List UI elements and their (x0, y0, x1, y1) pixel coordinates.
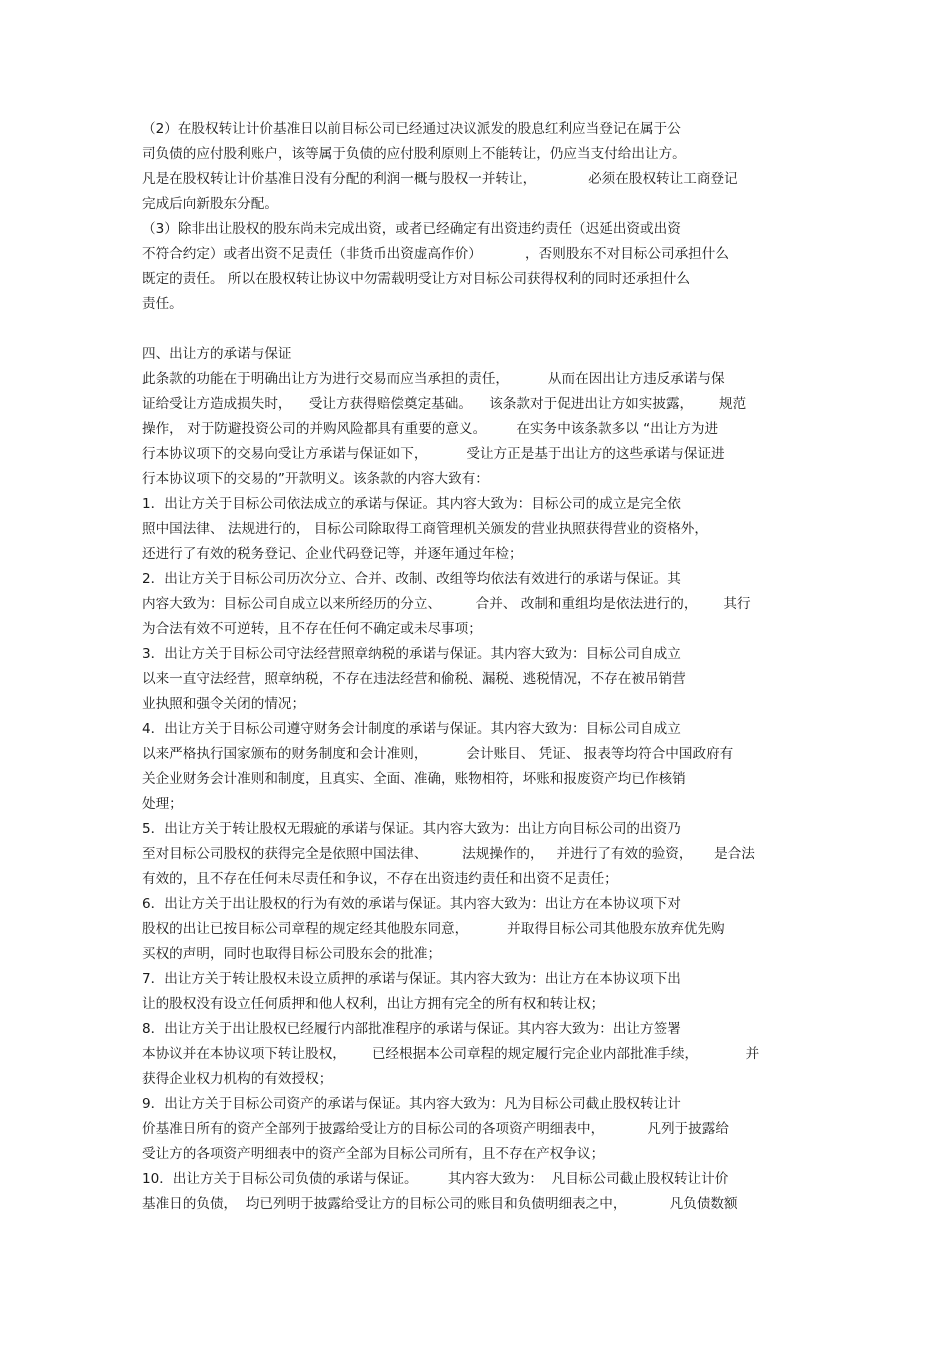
text-line: 操作， 对于防避投资公司的并购风险都具有重要的意义。 在实务中该条款多以 “出让方为进 (142, 421, 719, 437)
text-line: 此条款的功能在于明确出让方为进行交易而应当承担的责任， 从而在因出让方违反承诺与保 (142, 371, 725, 387)
text-line: 以来严格执行国家颁布的财务制度和会计准则， 会计账目、 凭证、 报表等均符合中国政府有 (142, 746, 734, 762)
text-line: 受让方的各项资产明细表中的资产全部为目标公司所有，且不存在产权争议； (142, 1146, 605, 1162)
text-line: 处理； (142, 796, 183, 812)
text-line: （2）在股权转让计价基准日以前目标公司已经通过决议派发的股息红利应当登记在属于公 (142, 121, 681, 137)
text-line: 既定的责任。 所以在股权转让协议中勿需载明受让方对目标公司获得权利的同时还承担什么 (142, 271, 691, 287)
text-line: 行本协议项下的交易向受让方承诺与保证如下， 受让方正是基于出让方的这些承诺与保证进 (142, 446, 725, 462)
list-item-line: 2．出让方关于目标公司历次分立、合并、改制、改组等均依法有效进行的承诺与保证。其 (142, 571, 681, 587)
text-line: 股权的出让已按目标公司章程的规定经其他股东同意， 并取得目标公司其他股东放弃优先购 (142, 921, 725, 937)
list-item-line: 8．出让方关于出让股权已经履行内部批准程序的承诺与保证。其内容大致为：出让方签署 (142, 1021, 681, 1037)
list-item-line: 5．出让方关于转让股权无瑕疵的承诺与保证。其内容大致为：出让方向目标公司的出资乃 (142, 821, 681, 837)
text-line: 凡是在股权转让计价基准日没有分配的利润一概与股权一并转让， 必须在股权转让工商登记 (142, 171, 738, 187)
text-line: 责任。 (142, 296, 183, 312)
text-line: 业执照和强令关闭的情况； (142, 696, 306, 712)
list-item-line: 10．出让方关于目标公司负债的承诺与保证。 其内容大致为： 凡目标公司截止股权转让计价 (142, 1171, 729, 1187)
list-item-line: 4．出让方关于目标公司遵守财务会计制度的承诺与保证。其内容大致为：目标公司自成立 (142, 721, 681, 737)
list-item-line: 1．出让方关于目标公司依法成立的承诺与保证。其内容大致为：目标公司的成立是完全依 (142, 496, 681, 512)
text-line: 行本协议项下的交易的”开款明义。该条款的内容大致有： (142, 471, 489, 487)
text-line: 内容大致为：目标公司自成立以来所经历的分立、 合并、 改制和重组均是依法进行的， 其行 (142, 596, 751, 612)
list-item-line: 3．出让方关于目标公司守法经营照章纳税的承诺与保证。其内容大致为：目标公司自成立 (142, 646, 681, 662)
text-line: （3）除非出让股权的股东尚未完成出资，或者已经确定有出资违约责任（迟延出资或出资 (142, 221, 681, 237)
text-line: 以来一直守法经营，照章纳税，不存在违法经营和偷税、漏税、逃税情况，不存在被吊销营 (142, 671, 686, 687)
text-line: 证给受让方造成损失时， 受让方获得赔偿奠定基础。 该条款对于促进出让方如实披露， 规范 (142, 396, 747, 412)
text-line: 让的股权没有设立任何质押和他人权利，出让方拥有完全的所有权和转让权； (142, 996, 605, 1012)
list-item-line: 9．出让方关于目标公司资产的承诺与保证。其内容大致为：凡为目标公司截止股权转让计 (142, 1096, 681, 1112)
text-line: 基准日的负债， 均已列明于披露给受让方的目标公司的账目和负债明细表之中， 凡负债数额 (142, 1196, 738, 1212)
text-line: 关企业财务会计准则和制度，且真实、全面、准确，账物相符，坏账和报废资产均已作核销 (142, 771, 686, 787)
text-line: 为合法有效不可逆转，且不存在任何不确定或未尽事项； (142, 621, 482, 637)
text-line: 司负债的应付股利账户，该等属于负债的应付股利原则上不能转让，仍应当支付给出让方。 (142, 146, 686, 162)
text-line: 照中国法律、 法规进行的， 目标公司除取得工商管理机关颁发的营业执照获得营业的资格外， (142, 521, 708, 537)
text-line: 不符合约定）或者出资不足责任（非货币出资虚高作价） ，否则股东不对目标公司承担什么 (142, 246, 729, 262)
text-line: 买权的声明，同时也取得目标公司股东会的批准； (142, 946, 442, 962)
text-line: 还进行了有效的税务登记、企业代码登记等，并逐年通过年检； (142, 546, 523, 562)
text-line: 获得企业权力机构的有效授权； (142, 1071, 333, 1087)
list-item-line: 6．出让方关于出让股权的行为有效的承诺与保证。其内容大致为：出让方在本协议项下对 (142, 896, 681, 912)
text-line: 完成后向新股东分配。 (142, 196, 278, 212)
list-item-line: 7．出让方关于转让股权未设立质押的承诺与保证。其内容大致为：出让方在本协议项下出 (142, 971, 681, 987)
text-line: 本协议并在本协议项下转让股权， 已经根据本公司章程的规定履行完企业内部批准手续， 并 (142, 1046, 760, 1062)
text-line: 价基准日所有的资产全部列于披露给受让方的目标公司的各项资产明细表中， 凡列于披露给 (142, 1121, 729, 1137)
text-line: 有效的，且不存在任何未尽责任和争议，不存在出资违约责任和出资不足责任； (142, 871, 618, 887)
section-heading: 四、出让方的承诺与保证 (142, 346, 292, 362)
text-line: 至对目标公司股权的获得完全是依照中国法律、 法规操作的， 并进行了有效的验资， 是合法 (142, 846, 755, 862)
